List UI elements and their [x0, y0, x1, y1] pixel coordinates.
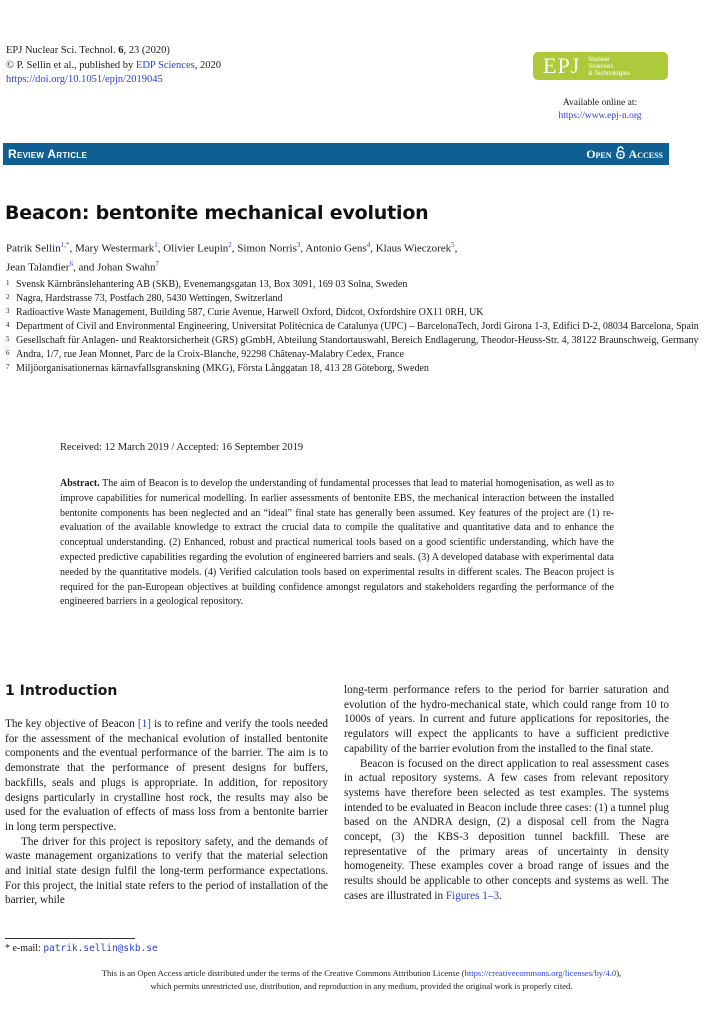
abstract-text: The aim of Beacon is to develop the understanding of fundamental processes that lead to material homogenisation, as well as to improve capabilities for numerical modelling. In earlier assessments of bentonite EBS, the mechanical interaction between the installed bentonite components has been neglected and an “ideal” final state has generally been assumed. Key features of the project are (1) re-evaluation of the available knowledge to extract the crucial data to compile the qualitative and quantitative data and to enhance the conceptual understanding. (2) Enhanced, robust and practical numerical tools based on a good scientific understanding, which have the expected predictive capabilities regarding the evolution of engineered barriers and seals. (3) A developed database with experimental data needed by the quantitative models. (4) Verified calculation tools based on experimental results in different scales. The Beacon project is required for the pan-European objectives at building confidence amongst regulators and stakeholders regarding the performance of the engineered barriers in a geological repository. — [60, 478, 614, 608]
affiliation-text: Andra, 1/7, rue Jean Monnet, Parc de la Croix-Blanche, 92298 Châtenay-Malabry Cedex, France — [16, 349, 404, 360]
author-list: Patrik Sellin$^{1,*}$, Mary Westermark$^1$, Olivier Leupin$^2$, Simon Norris$^3$, Antonio Gens$^4$, Klaus Wieczorek$^5$, Jean Talandier$^6$, and Johan Swahn$^7$ — [6, 241, 458, 274]
publisher-link[interactable]: EDP Sciences — [135, 59, 195, 71]
affiliation-text: Gesellschaft für Anlagen- und Reaktorsicherheit (GRS) gGmbH, Abteilung Standortauswahl, Bereich Endlagerung, Theodor-Heuss-Str. 4, 38122 Braunschweig, Germany — [16, 335, 699, 346]
author: Patrik Sellin — [6, 242, 61, 255]
author: Simon Norris — [237, 242, 297, 255]
affiliation-number: 5 — [6, 335, 10, 343]
paragraph-continued: long-term performance refers to the period for barrier saturation and evolution of the hydro-mechanical state, which could range from 10 to 1000s of years. In current and future applications for repositories, the regulators will expect the applicants to have a sufficient predictive capability of the barrier evolution from the installed to the final state. — [344, 684, 669, 755]
affiliation — [6, 306, 706, 320]
email-link[interactable]: patrik.sellin@skb.se — [43, 943, 158, 954]
affiliation-number: 6 — [6, 349, 10, 357]
affiliation — [6, 334, 706, 348]
abstract-label: Abstract. — [60, 478, 100, 489]
affiliation-ref[interactable]: 1 — [154, 241, 158, 249]
affiliation-number: 7 — [6, 363, 10, 371]
article-type-banner — [3, 143, 669, 165]
author: Johan Swahn — [97, 261, 156, 274]
affiliation — [6, 320, 706, 334]
logo-subtitle: Nuclear Sciences & Technologies — [588, 55, 631, 77]
paragraph: The key objective of Beacon [1] is to refine and verify the tools needed for the assessment of the mechanical evolution of installed bentonite components and the eventual performance of the barrier. The aim is to demonstrate that the performance of present designs for buffers, backfills, seals and plugs is appropriate. In addition, for repository designs particularly in crystalline host rock, the results may also be used for the evaluation of effects of mass loss from a bentonite barrier in long term perspective. — [5, 718, 328, 833]
open-access-label: Open Access — [586, 146, 663, 161]
license-link[interactable]: https://creativecommons.org/licenses/by/4.0 — [464, 968, 617, 978]
affiliation — [6, 348, 706, 362]
affiliation-ref[interactable]: 1,* — [60, 241, 70, 249]
journal-logo — [533, 52, 668, 80]
affiliation-number: 3 — [6, 307, 10, 315]
doi-link[interactable]: https://doi.org/10.1051/epjn/2019045 — [6, 74, 163, 85]
affiliation-ref[interactable]: 3 — [296, 241, 301, 249]
affiliation-number: 4 — [6, 321, 10, 329]
paragraph: Beacon is focused on the direct application to real assessment cases in actual repository systems. A few cases from relevant repository systems have therefore been selected as test examples. The systems intended to be evaluated in Beacon include three cases: (1) a tunnel plug based on the ANDRA design, (2) a disposal cell from the Nagra concept, (3) the KBS-3 deposition tunnel backfill. These are representative of the primary areas of uncertainty in density homogeneity. These examples cover a broad range of issues and the results should be applicable to other concepts and systems as well. The cases are illustrated in Figures 1–3. — [344, 757, 669, 902]
affiliation-text: Department of Civil and Environmental Engineering, Universitat Politècnica de Catalunya (UPC) – BarcelonaTech, Jordi Girona 1-3, Edifici D-2, 08034 Barcelona, Spain — [16, 321, 699, 332]
affiliation — [6, 292, 706, 306]
copyright-line: © P. Sellin et al., published by EDP Sciences, 2020 — [6, 59, 221, 71]
affiliation-text: Nagra, Hardstrasse 73, Postfach 280, 5430 Wettingen, Switzerland — [16, 293, 283, 304]
affiliation-number: 2 — [6, 293, 10, 301]
article-type-label: Review Article — [8, 147, 88, 161]
journal-url-link[interactable]: https://www.epj-n.org — [558, 110, 642, 121]
affiliation-text: Svensk Kärnbränslehantering AB (SKB), Evenemangsgatan 13, Box 3091, 169 03 Solna, Sweden — [16, 279, 408, 290]
affiliation-ref[interactable]: 4 — [366, 241, 371, 249]
affiliation-number: 1 — [6, 279, 10, 287]
journal-citation: EPJ Nuclear Sci. Technol. 6, 23 (2020) — [6, 45, 170, 56]
paper-title: Beacon: bentonite mechanical evolution — [5, 202, 429, 224]
footnote-divider — [5, 938, 135, 939]
affiliation-text: Radioactive Waste Management, Building 587, Curie Avenue, Harwell Oxford, Didcot, Oxfordshire OX11 0RH, UK — [16, 307, 484, 318]
section-heading: 1 Introduction — [5, 683, 118, 699]
body-column-right — [344, 683, 669, 904]
affiliation-list — [6, 278, 706, 376]
affiliation-ref[interactable]: 5 — [451, 241, 455, 249]
affiliation — [6, 362, 706, 376]
available-online — [530, 97, 670, 122]
affiliation-text: Miljöorganisationernas kärnavfallsgranskning (MKG), Första Långgatan 18, 413 28 Göteborg, Sweden — [16, 363, 429, 374]
affiliation-ref[interactable]: 2 — [228, 241, 232, 249]
abstract — [60, 477, 614, 610]
available-label: Available online at: — [562, 98, 638, 108]
license-statement: This is an Open Access article distributed under the terms of the Creative Commons Attribution License (https://creativecommons.org/licenses/by/4.0), which permits unrestricted use, distribution, and reproduction in any medium, provided the original work is properly cited. — [101, 968, 622, 991]
article-metadata — [6, 44, 221, 88]
author: Jean Talandier — [6, 261, 70, 274]
figure-link[interactable]: Figures 1–3 — [445, 889, 500, 902]
received-accepted-dates: Received: 12 March 2019 / Accepted: 16 September 2019 — [60, 442, 304, 453]
affiliation — [6, 278, 706, 292]
author: Olivier Leupin — [163, 242, 229, 255]
affiliation-ref[interactable]: 7 — [155, 260, 159, 269]
citation-link[interactable]: [1] — [137, 718, 151, 730]
author: Mary Westermark — [74, 242, 155, 255]
logo-epj-text: EPJ — [543, 53, 581, 78]
corresponding-author-footnote: * e-mail: patrik.sellin@skb.se — [5, 943, 158, 954]
author: Antonio Gens — [305, 242, 367, 255]
body-column-left — [5, 717, 328, 908]
open-access-lock-icon — [616, 146, 625, 163]
volume: 6 — [118, 45, 124, 56]
author: Klaus Wieczorek — [375, 242, 452, 255]
paragraph: The driver for this project is repository safety, and the demands of waste management organizations to verify that the material selection and initial state design fulfil the long-term performance expectations. For this project, the initial state refers to the period of installation of the barrier, while — [5, 835, 328, 907]
affiliation-ref[interactable]: 6 — [69, 260, 73, 269]
